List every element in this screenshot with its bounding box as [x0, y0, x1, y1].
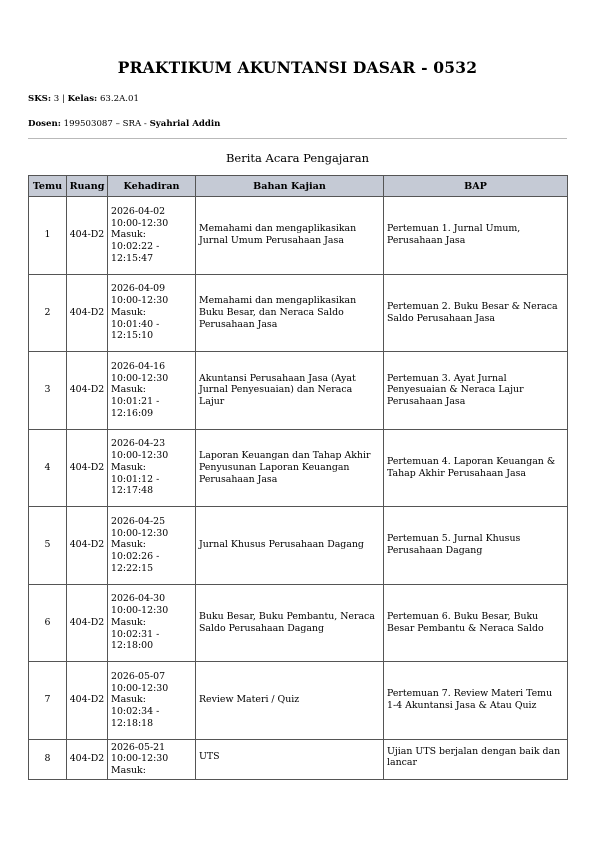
- cell-temu: 4: [29, 429, 67, 507]
- cell-ruang: 404-D2: [67, 739, 108, 779]
- attendance-masuk: 10:02:26 - 12:22:15: [111, 551, 160, 574]
- cell-bap: Pertemuan 2. Buku Besar & Neraca Saldo Perusahaan Jasa: [384, 274, 568, 352]
- table-row: [29, 662, 568, 740]
- attendance-masuk-label: Masuk:: [111, 616, 146, 628]
- cell-bap: Pertemuan 6. Buku Besar, Buku Besar Pembantu & Neraca Saldo: [384, 584, 568, 662]
- attendance-masuk: 10:01:21 - 12:16:09: [111, 396, 160, 419]
- lecturer-info: [28, 119, 220, 129]
- attendance-time: 10:00-12:30: [111, 682, 169, 694]
- header-temu: Temu: [29, 176, 67, 197]
- cell-bap: Ujian UTS berjalan dengan baik dan lancar: [384, 739, 568, 779]
- attendance-masuk-label: Masuk:: [111, 461, 146, 473]
- course-info: [28, 94, 139, 104]
- table-row: [29, 584, 568, 662]
- cell-temu: 7: [29, 662, 67, 740]
- cell-ruang: 404-D2: [67, 352, 108, 430]
- cell-temu: 2: [29, 274, 67, 352]
- cell-temu: 6: [29, 584, 67, 662]
- cell-kehadiran: [108, 507, 196, 585]
- cell-bahan-kajian: Buku Besar, Buku Pembantu, Neraca Saldo Perusahaan Dagang: [196, 584, 384, 662]
- attendance-time: 10:00-12:30: [111, 372, 169, 384]
- cell-temu: 3: [29, 352, 67, 430]
- header-ruang: Ruang: [67, 176, 108, 197]
- cell-bap: Pertemuan 4. Laporan Keuangan & Tahap Akhir Perusahaan Jasa: [384, 429, 568, 507]
- cell-bahan-kajian: UTS: [196, 739, 384, 779]
- attendance-masuk: 10:01:12 - 12:17:48: [111, 473, 160, 497]
- attendance-time: 10:00-12:30: [111, 753, 169, 765]
- table-row: [29, 507, 568, 585]
- cell-ruang: 404-D2: [67, 429, 108, 507]
- dosen-value: 199503087 – SRA -: [63, 119, 147, 129]
- attendance-masuk-label: Masuk:: [111, 694, 146, 706]
- cell-kehadiran: [108, 584, 196, 662]
- cell-temu: 8: [29, 739, 67, 779]
- cell-kehadiran: [108, 352, 196, 430]
- table-row: [29, 197, 568, 275]
- dosen-label: Dosen:: [28, 119, 61, 129]
- table-row: [29, 429, 568, 507]
- attendance-masuk: 10:02:31 - 12:18:00: [111, 628, 160, 652]
- attendance-date: 2026-05-21: [111, 741, 166, 753]
- attendance-masuk-label: Masuk:: [111, 384, 146, 396]
- cell-temu: 5: [29, 507, 67, 585]
- attendance-date: 2026-04-16: [111, 360, 166, 372]
- attendance-time: 10:00-12:30: [111, 527, 169, 539]
- attendance-masuk-label: Masuk:: [111, 229, 146, 241]
- section-title: Berita Acara Pengajaran: [225, 151, 369, 165]
- attendance-time: 10:00-12:30: [111, 605, 169, 617]
- attendance-date: 2026-04-02: [111, 205, 166, 217]
- cell-ruang: 404-D2: [67, 584, 108, 662]
- attendance-masuk: 10:02:34 - 12:18:18: [111, 706, 160, 729]
- cell-temu: 1: [29, 197, 67, 275]
- attendance-time: 10:00-12:30: [111, 217, 169, 229]
- attendance-date: 2026-04-25: [111, 515, 166, 527]
- attendance-date: 2026-04-09: [111, 283, 166, 295]
- table-row: [29, 352, 568, 430]
- header-kehadiran: Kehadiran: [108, 176, 196, 197]
- attendance-date: 2026-04-23: [111, 438, 166, 450]
- table-row: [29, 274, 568, 352]
- attendance-masuk-label: Masuk:: [111, 765, 146, 777]
- cell-bap: Pertemuan 3. Ayat Jurnal Penyesuaian & Neraca Lajur Perusahaan Jasa: [384, 352, 568, 430]
- attendance-date: 2026-04-30: [111, 593, 166, 605]
- cell-bahan-kajian: Jurnal Khusus Perusahaan Dagang: [196, 507, 384, 585]
- divider: [28, 138, 567, 139]
- sks-label: SKS:: [28, 94, 52, 104]
- cell-bahan-kajian: Laporan Keuangan dan Tahap Akhir Penyusunan Laporan Keuangan Perusahaan Jasa: [196, 429, 384, 507]
- cell-bap: Pertemuan 7. Review Materi Temu 1-4 Akuntansi Jasa & Atau Quiz: [384, 662, 568, 740]
- cell-ruang: 404-D2: [67, 274, 108, 352]
- kelas-value: 63.2A.01: [99, 94, 139, 104]
- table-row: [29, 739, 568, 779]
- teaching-report-table: [28, 175, 568, 780]
- page-title: PRAKTIKUM AKUNTANSI DASAR - 0532: [117, 58, 478, 77]
- cell-kehadiran: [108, 739, 196, 779]
- cell-kehadiran: [108, 197, 196, 275]
- cell-bahan-kajian: Review Materi / Quiz: [196, 662, 384, 740]
- attendance-masuk: 10:02:22 - 12:15:47: [111, 241, 160, 264]
- cell-bap: Pertemuan 1. Jurnal Umum, Perusahaan Jasa: [384, 197, 568, 275]
- cell-ruang: 404-D2: [67, 662, 108, 740]
- header-bahan-kajian: Bahan Kajian: [196, 176, 384, 197]
- cell-ruang: 404-D2: [67, 197, 108, 275]
- sks-value: 3 |: [53, 94, 65, 104]
- cell-kehadiran: [108, 429, 196, 507]
- cell-kehadiran: [108, 662, 196, 740]
- cell-kehadiran: [108, 274, 196, 352]
- cell-ruang: 404-D2: [67, 507, 108, 585]
- cell-bahan-kajian: Akuntansi Perusahaan Jasa (Ayat Jurnal Penyesuaian) dan Neraca Lajur: [196, 352, 384, 430]
- cell-bahan-kajian: Memahami dan mengaplikasikan Buku Besar, dan Neraca Saldo Perusahaan Jasa: [196, 274, 384, 352]
- cell-bap: Pertemuan 5. Jurnal Khusus Perusahaan Dagang: [384, 507, 568, 585]
- kelas-label: Kelas:: [67, 94, 98, 104]
- attendance-time: 10:00-12:30: [111, 295, 169, 307]
- header-bap: BAP: [384, 176, 568, 197]
- attendance-date: 2026-05-07: [111, 670, 166, 682]
- attendance-masuk-label: Masuk:: [111, 306, 146, 318]
- attendance-time: 10:00-12:30: [111, 450, 169, 462]
- cell-bahan-kajian: Memahami dan mengaplikasikan Jurnal Umum Perusahaan Jasa: [196, 197, 384, 275]
- table-header-row: [29, 176, 568, 197]
- attendance-masuk: 10:01:40 - 12:15:10: [111, 318, 160, 342]
- dosen-name: Syahrial Addin: [149, 119, 221, 129]
- attendance-masuk-label: Masuk:: [111, 539, 146, 551]
